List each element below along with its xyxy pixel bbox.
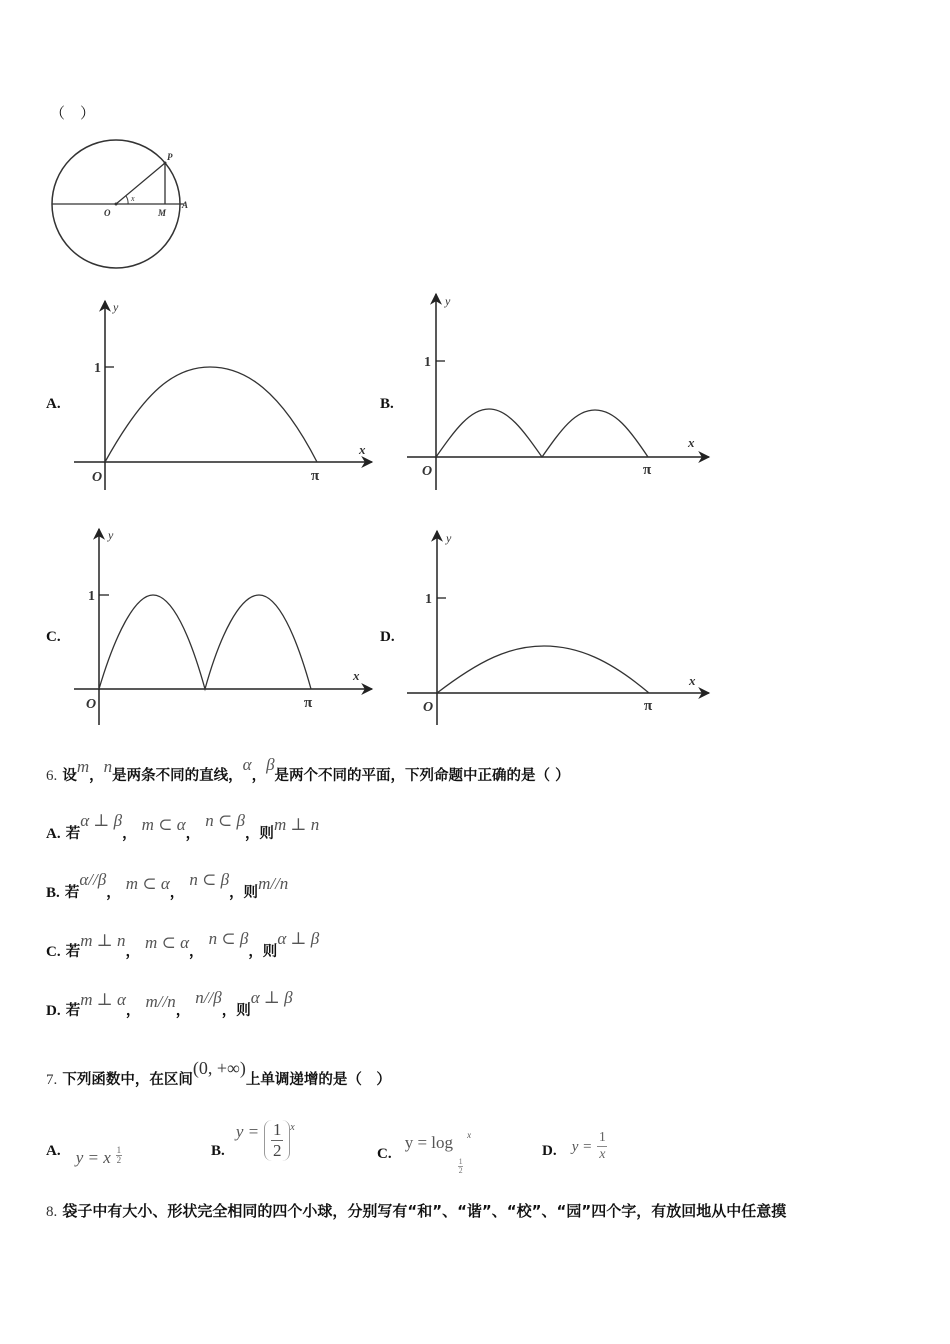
- label-o: O: [104, 208, 111, 218]
- curve-b: [436, 409, 648, 457]
- svg-text:y: y: [113, 300, 119, 314]
- svg-text:π: π: [643, 462, 652, 478]
- radius-op: [116, 163, 165, 204]
- graph-option-d-label[interactable]: D.: [380, 629, 395, 645]
- svg-text:y: y: [446, 531, 452, 545]
- svg-text:O: O: [86, 697, 97, 712]
- svg-text:O: O: [422, 464, 433, 479]
- label-p: P: [167, 152, 173, 162]
- question-7: 7. 下列函数中，在区间(0, +∞)上单调递增的是（ ）: [46, 1058, 391, 1088]
- svg-text:π: π: [311, 468, 320, 484]
- svg-text:O: O: [423, 700, 434, 715]
- svg-text:1: 1: [424, 355, 431, 370]
- svg-text:x: x: [359, 442, 366, 457]
- graph-b: [405, 290, 715, 490]
- label-a: A: [182, 200, 189, 210]
- svg-text:π: π: [304, 695, 313, 711]
- question-6: 6. 设m，n是两条不同的直线，α，β是两个不同的平面，下列命题中正确的是（ ）: [46, 755, 570, 784]
- graph-option-b-label[interactable]: B.: [380, 396, 394, 412]
- q6-option-b[interactable]: B. 若α//β， m ⊂ α， n ⊂ β，则m//n: [46, 870, 289, 901]
- svg-text:π: π: [644, 698, 653, 714]
- graph-d: [405, 525, 715, 725]
- q6-option-a[interactable]: A. 若α ⊥ β， m ⊂ α， n ⊂ β，则m ⊥ n: [46, 811, 320, 842]
- q7-option-a[interactable]: A. y = x $\frac{1}{2}$: [46, 1143, 122, 1167]
- q7-option-d[interactable]: D. y = $\frac{1}{x}$: [542, 1130, 606, 1162]
- unit-circle-figure: [44, 135, 194, 275]
- question-8: 8. 袋子中有大小、形状完全相同的四个小球，分别写有“和”、“谐”、“校”、“园”四个字，有放回地从中任意摸: [46, 1202, 787, 1220]
- graph-option-a-label[interactable]: A.: [46, 396, 61, 412]
- graph-c: [70, 525, 380, 725]
- graph-a: [70, 295, 380, 495]
- svg-text:O: O: [92, 470, 103, 485]
- label-m: M: [158, 208, 167, 218]
- svg-text:x: x: [353, 668, 360, 683]
- curve-a: [105, 367, 317, 462]
- curve-c: [99, 595, 311, 689]
- svg-text:y: y: [445, 294, 451, 308]
- svg-text:1: 1: [88, 589, 95, 604]
- svg-text:1: 1: [425, 592, 432, 607]
- curve-d: [437, 646, 649, 693]
- graph-option-c-label[interactable]: C.: [46, 629, 61, 645]
- question-number: 6.: [46, 768, 58, 784]
- q7-option-c[interactable]: C. y = log $\frac{1}{2}$ $^x$: [377, 1130, 472, 1175]
- answer-paren: （ ）: [50, 104, 96, 122]
- label-angle-x: x: [131, 194, 135, 203]
- svg-text:x: x: [689, 673, 696, 688]
- angle-arc: [126, 196, 128, 204]
- q7-option-b[interactable]: B. y = $\frac{1}{2}$ $^x$: [211, 1120, 295, 1160]
- svg-text:x: x: [688, 435, 695, 450]
- q6-option-c[interactable]: C. 若m ⊥ n， m ⊂ α， n ⊂ β，则α ⊥ β: [46, 929, 320, 960]
- svg-text:y: y: [108, 528, 114, 542]
- q6-option-d[interactable]: D. 若m ⊥ α， m//n， n//β，则α ⊥ β: [46, 988, 293, 1019]
- svg-text:1: 1: [94, 361, 101, 376]
